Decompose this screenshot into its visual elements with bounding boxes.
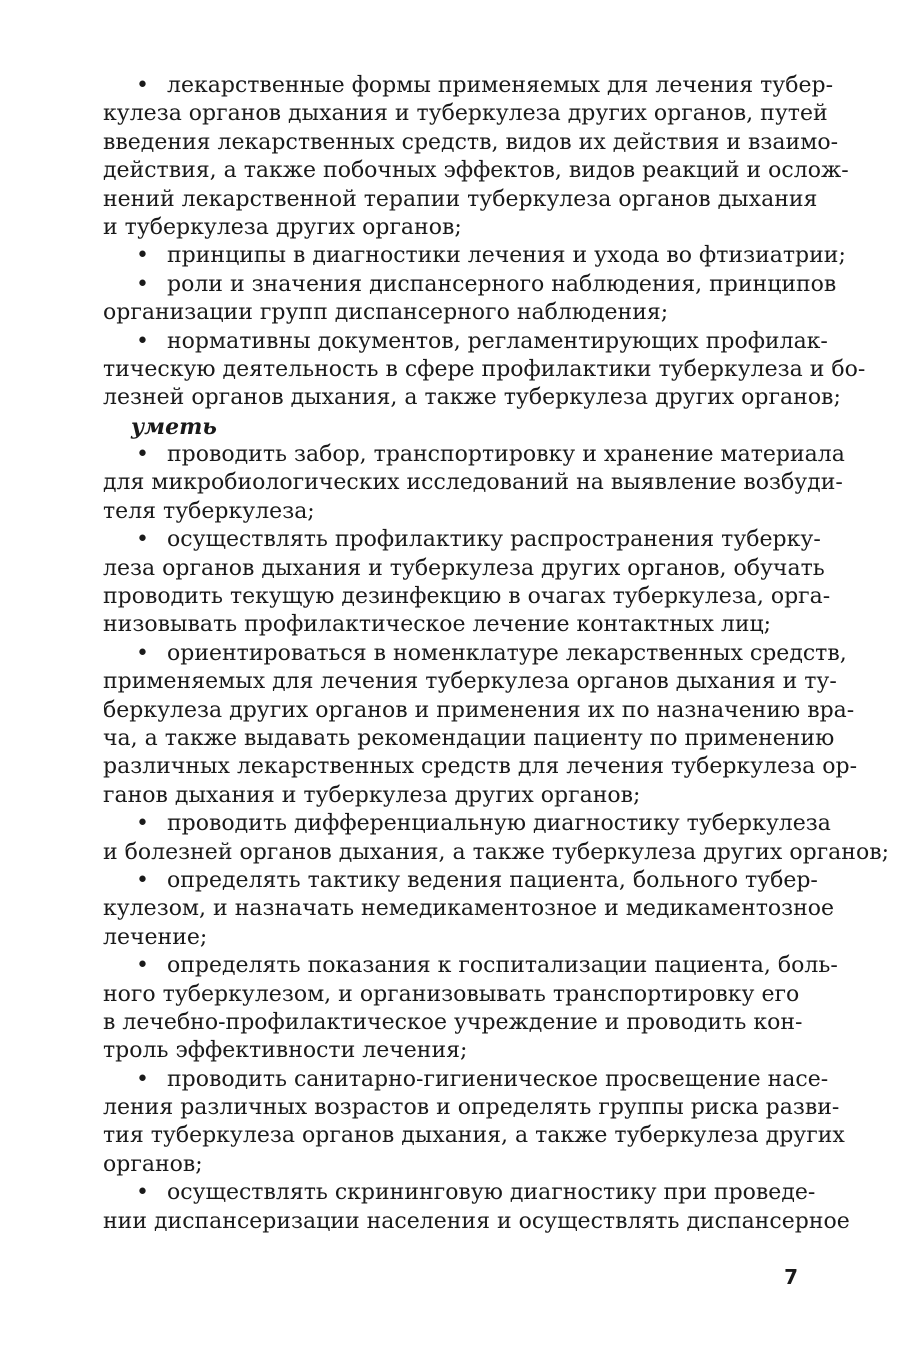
body-text (103, 72, 890, 1236)
text-line: принципы в диагностики лечения и ухода во фтизиатрии; (167, 243, 846, 269)
text-line: кулезом, и назначать немедикаментозное и медикаментозное (103, 896, 835, 922)
text-line: теля туберкулеза; (103, 498, 315, 524)
bullet-icon: • (136, 271, 149, 297)
text-line: ганов дыхания и туберкулеза других органов; (103, 782, 641, 808)
text-line: лезней органов дыхания, а также туберкулеза других органов; (103, 385, 841, 411)
bullet-icon: • (136, 953, 149, 979)
text-line: организации групп диспансерного наблюдения; (103, 300, 669, 326)
text-line: проводить дифференциальную диагностику туберкулеза (167, 811, 831, 837)
text-line: нормативны документов, регламентирующих профилак- (167, 328, 828, 354)
text-line: низовывать профилактическое лечение контактных лиц; (103, 612, 772, 638)
bullet-icon: • (136, 527, 149, 553)
bullet-icon: • (136, 442, 149, 468)
bullet-icon: • (136, 1180, 149, 1206)
text-line: органов; (103, 1151, 203, 1177)
umet-list (103, 441, 890, 1236)
text-line: ориентироваться в номенклатуре лекарственных средств, (167, 640, 847, 666)
text-line: лечение; (103, 924, 208, 950)
bullet-icon: • (136, 243, 149, 269)
text-line: тическую деятельность в сфере профилактики туберкулеза и бо- (103, 356, 866, 382)
text-line: нений лекарственной терапии туберкулеза органов дыхания (103, 186, 818, 212)
bullet-item (103, 242, 846, 270)
know-list (103, 72, 866, 413)
text-line: определять тактику ведения пациента, больного тубер- (167, 867, 818, 893)
bullet-item (103, 72, 849, 242)
bullet-item (103, 328, 866, 413)
text-line: действия, а также побочных эффектов, видов реакций и ослож- (103, 158, 849, 184)
bullet-icon: • (136, 867, 149, 893)
text-line: различных лекарственных средств для лечения туберкулеза ор- (103, 754, 858, 780)
bullet-item (103, 1066, 845, 1180)
text-line: ча, а также выдавать рекомендации пациенту по применению (103, 725, 835, 751)
section-heading-umet: уметь (131, 413, 217, 440)
bullet-icon: • (136, 1066, 149, 1092)
text-line: для микробиологических исследований на выявление возбуди- (103, 470, 843, 496)
bullet-icon: • (136, 73, 149, 98)
text-line: осуществлять скрининговую диагностику при проведе- (167, 1180, 816, 1206)
page-number: 7 (784, 1265, 798, 1289)
text-line: троль эффективности лечения; (103, 1038, 468, 1064)
bullet-item (103, 1179, 850, 1236)
bullet-item (103, 952, 838, 1066)
text-line: определять показания к госпитализации пациента, боль- (167, 953, 838, 979)
text-line: применяемых для лечения туберкулеза органов дыхания и ту- (103, 669, 837, 695)
text-line: ного туберкулезом, и организовывать транспортировку его (103, 981, 800, 1007)
text-line: введения лекарственных средств, видов их действия и взаимо- (103, 129, 839, 155)
text-line: ления различных возрастов и определять группы риска разви- (103, 1095, 840, 1121)
bullet-item (103, 867, 835, 952)
bullet-item (103, 271, 837, 328)
text-line: беркулеза других органов и применения их по назначению вра- (103, 697, 855, 723)
text-line: осуществлять профилактику распространения туберку- (167, 527, 821, 553)
text-line: и болезней органов дыхания, а также туберкулеза других органов; (103, 839, 890, 865)
text-line: нии диспансеризации населения и осуществлять диспансерное (103, 1208, 850, 1234)
text-line: в лечебно-профилактическое учреждение и проводить кон- (103, 1009, 803, 1035)
text-line: кулеза органов дыхания и туберкулеза других органов, путей (103, 101, 828, 127)
bullet-item (103, 441, 845, 526)
bullet-item (103, 526, 831, 640)
bullet-item (103, 640, 858, 810)
bullet-item (103, 810, 890, 867)
text-line: роли и значения диспансерного наблюдения, принципов (167, 271, 837, 297)
bullet-icon: • (136, 811, 149, 837)
bullet-icon: • (136, 328, 149, 354)
text-line: и туберкулеза других органов; (103, 214, 462, 240)
text-line: проводить санитарно-гигиеническое просвещение насе- (167, 1066, 829, 1092)
bullet-icon: • (136, 640, 149, 666)
text-line: лекарственные формы применяемых для лечения тубер- (167, 73, 834, 98)
text-line: тия туберкулеза органов дыхания, а также туберкулеза других (103, 1123, 845, 1149)
text-line: проводить забор, транспортировку и хранение материала (167, 442, 845, 468)
text-line: леза органов дыхания и туберкулеза других органов, обучать (103, 555, 825, 581)
text-line: проводить текущую дезинфекцию в очагах туберкулеза, орга- (103, 584, 831, 610)
